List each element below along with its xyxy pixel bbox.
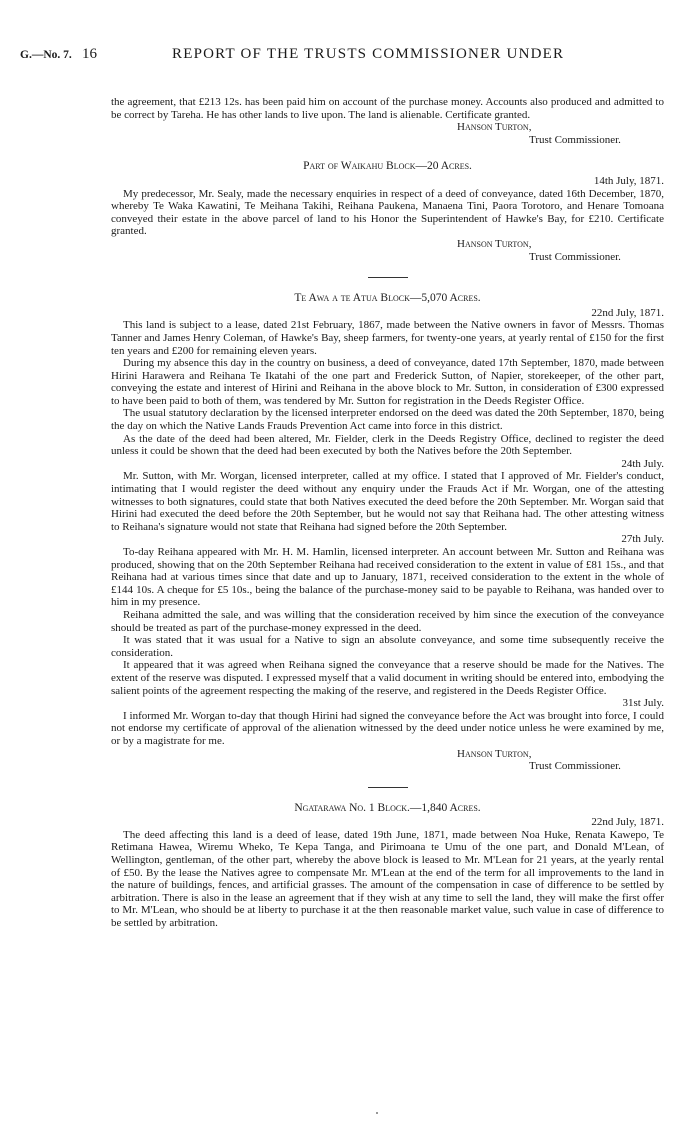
section-heading: Ngatarawa No. 1 Block.—1,840 Acres. bbox=[294, 801, 481, 814]
section-divider bbox=[368, 787, 408, 788]
section-date: 14th July, 1871. bbox=[593, 174, 664, 187]
page-mark bbox=[376, 1112, 378, 1114]
page-header bbox=[0, 46, 700, 66]
signer-name: Hanson Turton, bbox=[457, 747, 532, 760]
running-title: REPORT OF THE TRUSTS COMMISSIONER UNDER bbox=[172, 46, 565, 62]
paragraph: My predecessor, Mr. Sealy, made the necessary enquiries in respect of a deed of conveyance, dated 16th December, 1870, whereby Te Waka Kawatini, Te Meihana Takihi, Reihana Paukena, Manaena Tini, Paora Torotoro, and Henare Tomoana conveyed their estate in the above parcel of land to his Honor the Superintendent of Hawke's Bay, for £210. Certificate granted. bbox=[111, 187, 664, 238]
entry-date: 24th July. bbox=[621, 457, 664, 470]
signer-name: Hanson Turton, bbox=[457, 237, 532, 250]
paragraph: During my absence this day in the country on business, a deed of conveyance, dated 17th September, 1870, made between Hirini Harawera and Reihana Te Ikatahi of the one part and Frederick Sutton, of Napier, storekeeper, of the other part, conveying the estate and interest of Hirini and Reihana in the above block to Mr. Sutton, in consideration of £300 expressed to have been paid to both of them, was tendered by Mr. Sutton for registration in the Deeds Register Office. bbox=[111, 357, 664, 407]
signer-title: Trust Commissioner. bbox=[529, 133, 621, 146]
paragraph: As the date of the deed had been altered, Mr. Fielder, clerk in the Deeds Registry Office, declined to register the deed unless it could be shown that the deed had been executed by both the Natives before the 20th September. bbox=[111, 432, 664, 458]
paragraph: Mr. Sutton, with Mr. Worgan, licensed interpreter, called at my office. I stated that I approved of Mr. Fielder's conduct, intimating that I would register the deed without any enquiry under the Frauds Act if Mr. Worgan, one of the attesting witnesses to both signatures, could state that both Natives executed the deed before the 20th September. Mr. Worgan said that Hirini had executed the deed before the 20th September, but he would not say that Reihana had. The other attesting witness to Reihana's signature would not state that Reihana had signed before the 20th September. bbox=[111, 470, 664, 533]
paragraph: It was stated that it was usual for a Native to sign an absolute conveyance, and some time subsequently receive the consideration. bbox=[111, 634, 664, 659]
paragraph: The deed affecting this land is a deed of lease, dated 19th June, 1871, made between Noa Huke, Renata Kawepo, Te Retimana Hawea, Wiremu Wheko, Te Kepa Tanga, and Pirimoana te Umu of the one part, and Donald M'Lean, of Wellington, gentleman, of the other part, whereby the above block is leased to Mr. M'Lean for 21 years, at the yearly rental of £50. By the lease the Natives agree to compensate Mr. M'Lean at the end of the term for all improvements to the land in the nature of buildings, fences, and artificial grasses. The amount of the compensation in case of difference to be settled by arbitration. There is also in the lease an agreement that if they wish at any time to sell the land, they will make the first offer to Mr. M'Lean, who should be at liberty to purchase it at the then reasonable market value, such value in case of difference to be settled by arbitration. bbox=[111, 828, 664, 930]
paragraph: The usual statutory declaration by the licensed interpreter endorsed on the deed was dated the 20th September, 1870, being the day on which the Native Lands Frauds Prevention Act came into force in this district. bbox=[111, 407, 664, 433]
section-heading: Te Awa a te Atua Block—5,070 Acres. bbox=[294, 292, 481, 305]
document-code: G.—No. 7. bbox=[20, 49, 72, 61]
signer-title: Trust Commissioner. bbox=[529, 760, 621, 773]
paragraph: I informed Mr. Worgan to-day that though Hirini had signed the conveyance before the Act was brought into force, I could not endorse my certificate of approval of the alienation witnessed by the deed under notice unless he were examined by me, or by a magistrate for me. bbox=[111, 709, 664, 747]
page-number: 16 bbox=[82, 46, 97, 62]
section-date: 22nd July, 1871. bbox=[591, 816, 664, 829]
entry-date: 31st July. bbox=[622, 697, 664, 710]
section-heading: Part of Waikahu Block—20 Acres. bbox=[303, 160, 472, 173]
signer-name: Hanson Turton, bbox=[457, 121, 532, 134]
entry-date: 27th July. bbox=[621, 533, 664, 546]
paragraph: To-day Reihana appeared with Mr. H. M. Hamlin, licensed interpreter. An account between Mr. Sutton and Reihana was produced, showing that on the 20th September Reihana had received consideration to the extent in value of £81 15s., and that Reihana had at various times since that date and up to January, 1871, received consideration to the extent in the whole of £144 10s. A cheque for £5 10s., being the balance of the purchase-money said to be payable to Reihana, was handed over to him in my presence. bbox=[111, 546, 664, 609]
intro-paragraph: the agreement, that £213 12s. has been paid him on account of the purchase money. Accounts also produced and admitted to be correct by Tareha. He has other lands to live upon. The land is alienable. Certificate granted. bbox=[111, 96, 664, 121]
section-divider bbox=[368, 277, 408, 278]
paragraph: It appeared that it was agreed when Reihana signed the conveyance that a reserve should be made for the Natives. The extent of the reserve was disputed. I expressed myself that a valid document in writing should be entered into, embodying the salient points of the agreement respecting the making of the reserve, and registered in the Deeds Register Office. bbox=[111, 659, 664, 697]
report-body bbox=[111, 96, 664, 930]
paragraph: This land is subject to a lease, dated 21st February, 1867, made between the Native owners in favor of Messrs. Thomas Tanner and James Henry Coleman, of Hawke's Bay, sheep farmers, for twenty-one years, at yearly rental of £150 for the first ten years and £200 for remaining eleven years. bbox=[111, 319, 664, 357]
section-date: 22nd July, 1871. bbox=[591, 306, 664, 319]
signer-title: Trust Commissioner. bbox=[529, 250, 621, 263]
paragraph: Reihana admitted the sale, and was willing that the consideration received by him since the execution of the conveyance should be treated as part of the purchase-money expressed in the deed. bbox=[111, 608, 664, 634]
